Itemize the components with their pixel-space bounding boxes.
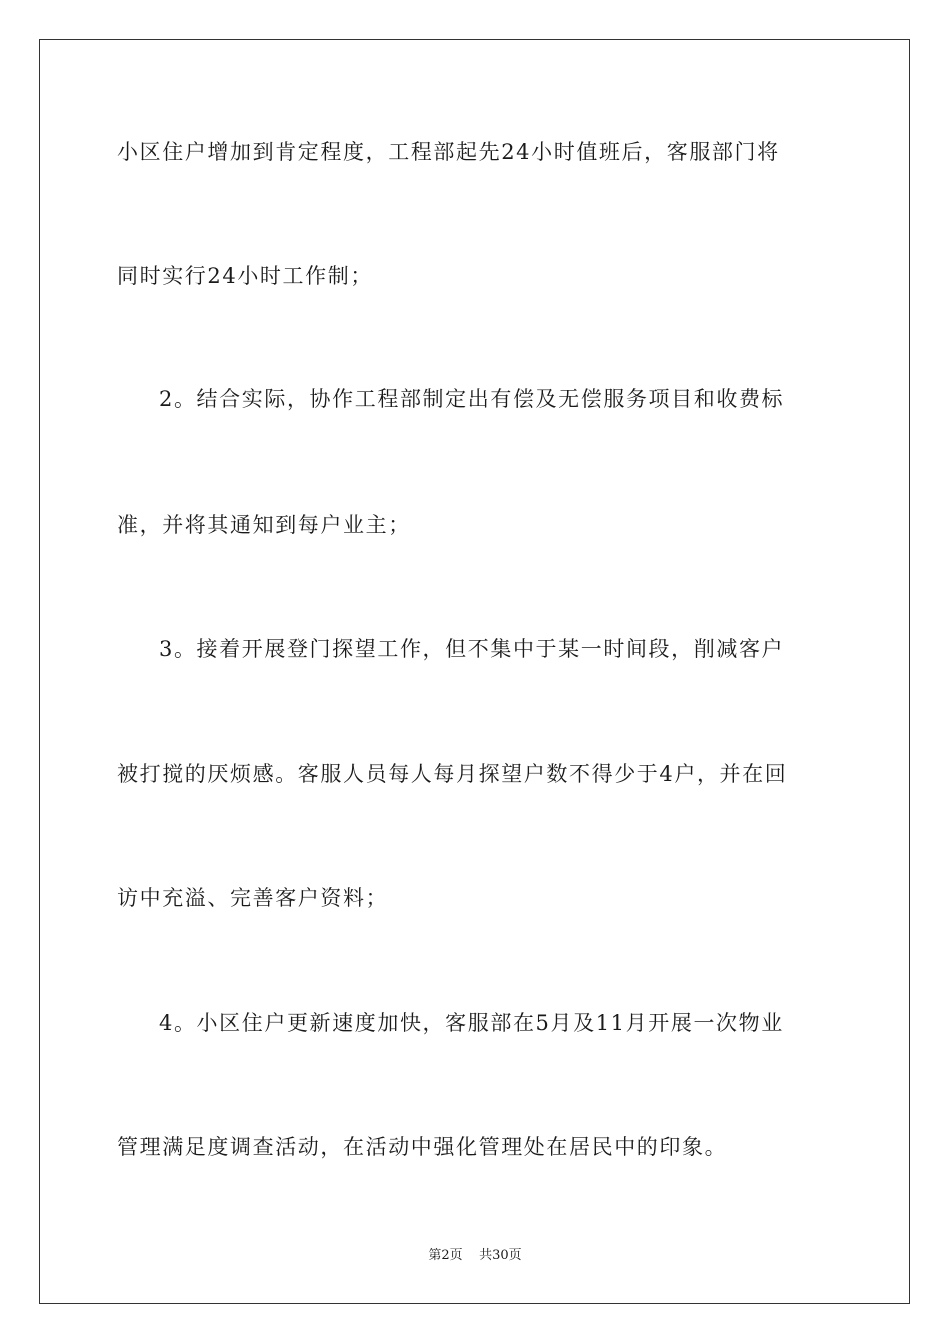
text-line: 访中充溢、完善客户资料； [117,886,389,910]
text-line: 管理满足度调查活动，在活动中强化管理处在居民中的印象。 [117,1135,728,1159]
text-line: 3。接着开展登门探望工作，但不集中于某一时间段，削减客户 [159,637,785,661]
page-border [39,39,910,1304]
text-line: 小区住户增加到肯定程度，工程部起先24小时值班后，客服部门将 [117,140,780,164]
page-total: 共30页 [479,1248,522,1263]
text-line: 2。结合实际，协作工程部制定出有偿及无偿服务项目和收费标 [159,387,785,411]
page-number: 第2页 [428,1248,463,1263]
text-line: 被打搅的厌烦感。客服人员每人每月探望户数不得少于4户，并在回 [117,762,788,786]
text-line: 同时实行24小时工作制； [117,264,373,288]
text-line: 准，并将其通知到每户业主； [117,513,411,537]
text-line: 4。小区住户更新速度加快，客服部在5月及11月开展一次物业 [159,1011,784,1035]
page-footer [0,1247,950,1265]
